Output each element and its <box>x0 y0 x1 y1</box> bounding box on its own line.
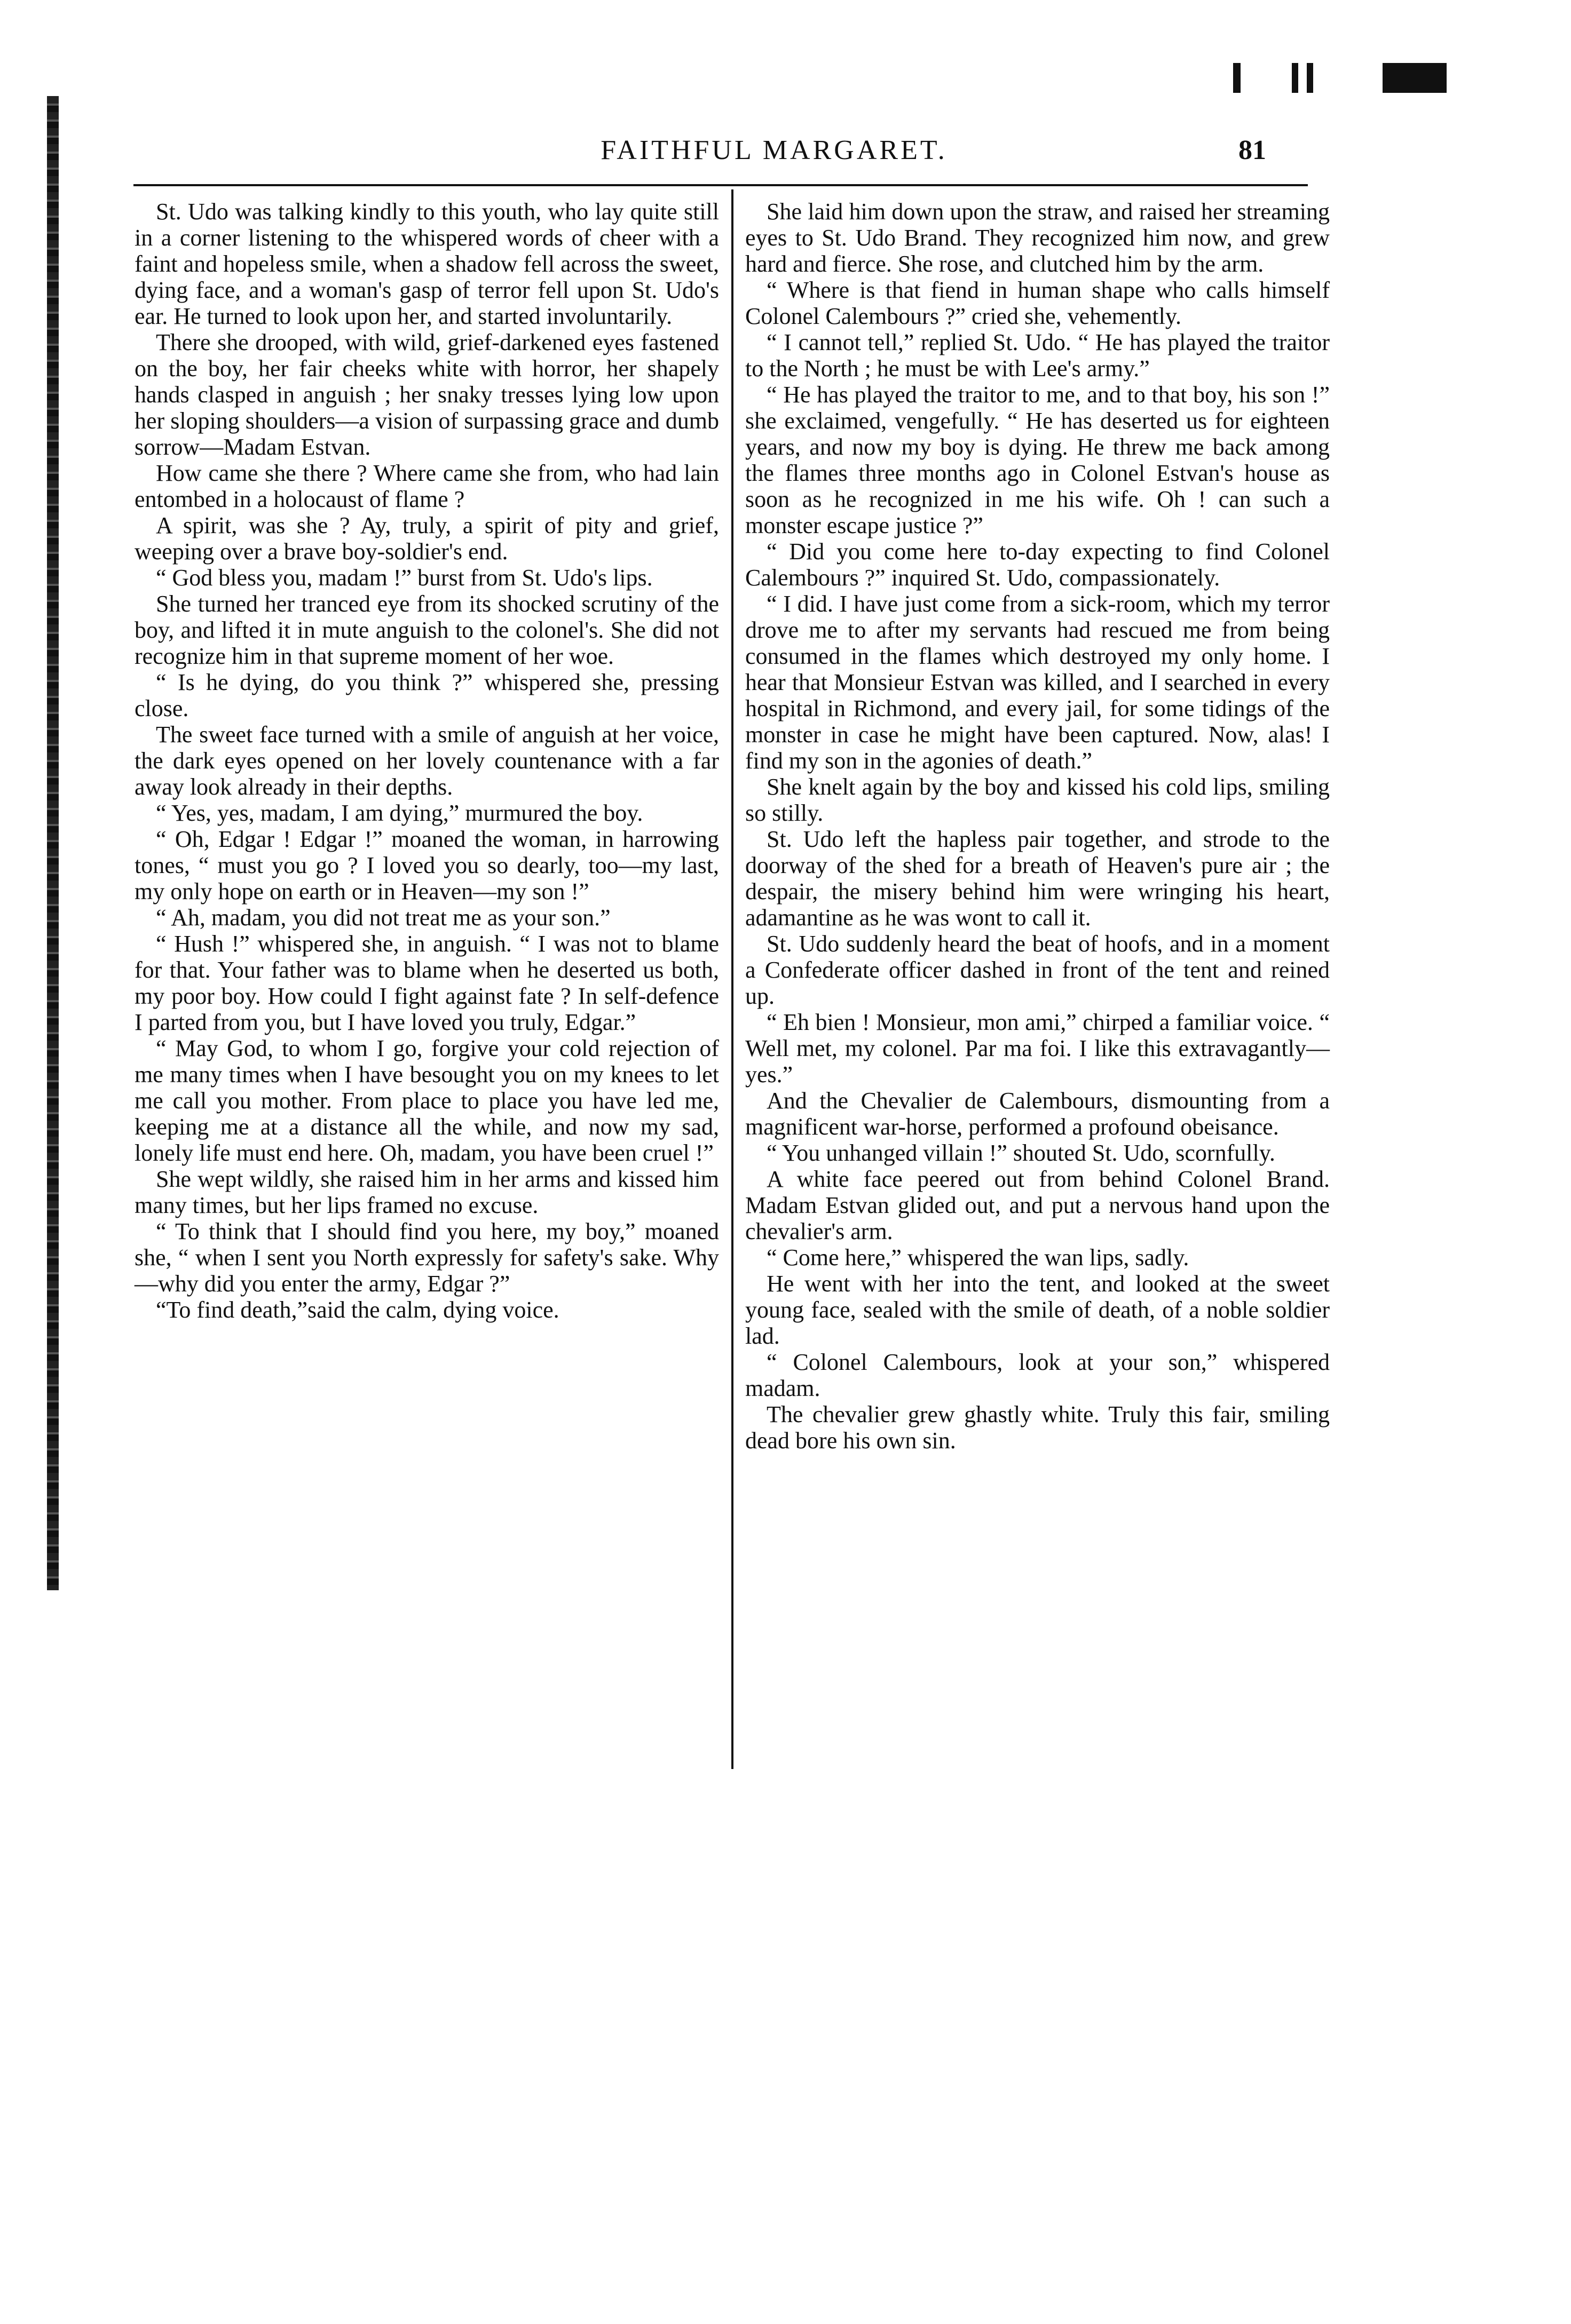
paragraph: She wept wildly, she raised him in her arms and kissed him many times, but her lips framed no excuse. <box>135 1166 719 1218</box>
paragraph: How came she there ? Where came she from, who had lain entombed in a holocaust of flame ? <box>135 460 719 512</box>
paragraph: The chevalier grew ghastly white. Truly this fair, smiling dead bore his own sin. <box>745 1401 1330 1454</box>
paragraph: “ Oh, Edgar ! Edgar !” moaned the woman, in harrowing tones, “ must you go ? I loved you so dearly, too—my last, my only hope on earth or in Heaven—my son !” <box>135 826 719 905</box>
paragraph: “ I did. I have just come from a sick-room, which my terror drove me to after my servants had rescued me from being consumed in the flames which destroyed my only home. I hear that Monsieur Estvan was killed, and I searched in every hospital in Richmond, and every jail, for some tidings of the monster in case he might have been captured. Now, alas! I find my son in the agonies of death.” <box>745 591 1330 774</box>
paragraph: “ He has played the traitor to me, and to that boy, his son !” she exclaimed, vengefully. “ He has deserted us for eighteen years, and now my boy is dying. He threw me back among the flames three months ago in Colonel Estvan's house as soon as he recognized in me his wife. Oh ! can such a monster escape justice ?” <box>745 382 1330 538</box>
paragraph: “ Colonel Calembours, look at your son,” whispered madam. <box>745 1349 1330 1401</box>
paragraph: “ Is he dying, do you think ?” whispered she, pressing close. <box>135 669 719 721</box>
header-rule <box>133 184 1308 186</box>
paragraph: St. Udo left the hapless pair together, and strode to the doorway of the shed for a breath of Heaven's pure air ; the despair, the misery behind him were wringing his heart, adamantine as he was wont to call it. <box>745 826 1330 931</box>
paragraph: “ Hush !” whispered she, in anguish. “ I was not to blame for that. Your father was to blame when he deserted us both, my poor boy. How could I fight against fate ? In self-defence I parted from you, but I have loved you truly, Edgar.” <box>135 931 719 1035</box>
paragraph: “ Eh bien ! Monsieur, mon ami,” chirped a familiar voice. “ Well met, my colonel. Par ma foi. I like this extravagantly—yes.” <box>745 1009 1330 1088</box>
paragraph: “To find death,”said the calm, dying voice. <box>156 1297 559 1323</box>
right-column <box>745 199 1330 1454</box>
paragraph: “ Ah, madam, you did not treat me as your son.” <box>156 905 611 931</box>
page-number: 81 <box>1238 135 1266 165</box>
paragraph: “ Yes, yes, madam, I am dying,” murmured the boy. <box>156 800 643 826</box>
paragraph: St. Udo was talking kindly to this youth, who lay quite still in a corner listening to the whispered words of cheer with a faint and hopeless smile, when a shadow fell across the sweet, dying face, and a woman's gasp of terror fell upon St. Udo's ear. He turned to look upon her, and started involuntarily. <box>135 199 719 329</box>
running-title: FAITHFUL MARGARET. <box>601 135 948 165</box>
column-divider <box>731 189 733 1769</box>
paragraph: He went with her into the tent, and looked at the sweet young face, sealed with the smile of death, of a noble soldier lad. <box>745 1271 1330 1349</box>
paragraph: The sweet face turned with a smile of anguish at her voice, the dark eyes opened on her lovely countenance with a far away look already in their depths. <box>135 721 719 800</box>
paragraph: “ Come here,” whispered the wan lips, sadly. <box>767 1244 1189 1271</box>
paragraph: She turned her tranced eye from its shocked scrutiny of the boy, and lifted it in mute anguish to the colonel's. She did not recognize him in that supreme moment of her woe. <box>135 591 719 669</box>
paragraph: “ I cannot tell,” replied St. Udo. “ He has played the traitor to the North ; he must be with Lee's army.” <box>745 329 1330 382</box>
paragraph: “ Where is that fiend in human shape who calls himself Colonel Calembours ?” cried she, vehemently. <box>745 277 1330 329</box>
page-binding-edge <box>47 96 59 1590</box>
paragraph: “ Did you come here to-day expecting to find Colonel Calembours ?” inquired St. Udo, compassionately. <box>745 538 1330 591</box>
paragraph: She knelt again by the boy and kissed his cold lips, smiling so stilly. <box>745 774 1330 826</box>
paragraph: “ To think that I should find you here, my boy,” moaned she, “ when I sent you North expressly for safety's sake. Why—why did you enter the army, Edgar ?” <box>135 1218 719 1297</box>
paragraph: A spirit, was she ? Ay, truly, a spirit of pity and grief, weeping over a brave boy-soldier's end. <box>135 512 719 565</box>
paragraph: “ May God, to whom I go, forgive your cold rejection of me many times when I have besought you on my knees to let me call you mother. From place to place you have led me, keeping me at a distance all the while, and now my sad, lonely life must end here. Oh, madam, you have been cruel !” <box>135 1035 719 1166</box>
printer-registration-marks <box>1212 63 1447 95</box>
paragraph: “ You unhanged villain !” shouted St. Udo, scornfully. <box>767 1140 1275 1166</box>
left-column <box>135 199 719 1323</box>
paragraph: “ God bless you, madam !” burst from St. Udo's lips. <box>156 565 653 591</box>
paragraph: And the Chevalier de Calembours, dismounting from a magnificent war-horse, performed a profound obeisance. <box>745 1088 1330 1140</box>
running-head <box>0 129 1571 177</box>
paragraph: There she drooped, with wild, grief-darkened eyes fastened on the boy, her fair cheeks white with horror, her shapely hands clasped in anguish ; her snaky tresses lying low upon her sloping shoulders—a vision of surpassing grace and dumb sorrow—Madam Estvan. <box>135 329 719 460</box>
paragraph: A white face peered out from behind Colonel Brand. Madam Estvan glided out, and put a nervous hand upon the chevalier's arm. <box>745 1166 1330 1244</box>
paragraph: She laid him down upon the straw, and raised her streaming eyes to St. Udo Brand. They recognized him now, and grew hard and fierce. She rose, and clutched him by the arm. <box>745 199 1330 277</box>
paragraph: St. Udo suddenly heard the beat of hoofs, and in a moment a Confederate officer dashed in front of the tent and reined up. <box>745 931 1330 1009</box>
